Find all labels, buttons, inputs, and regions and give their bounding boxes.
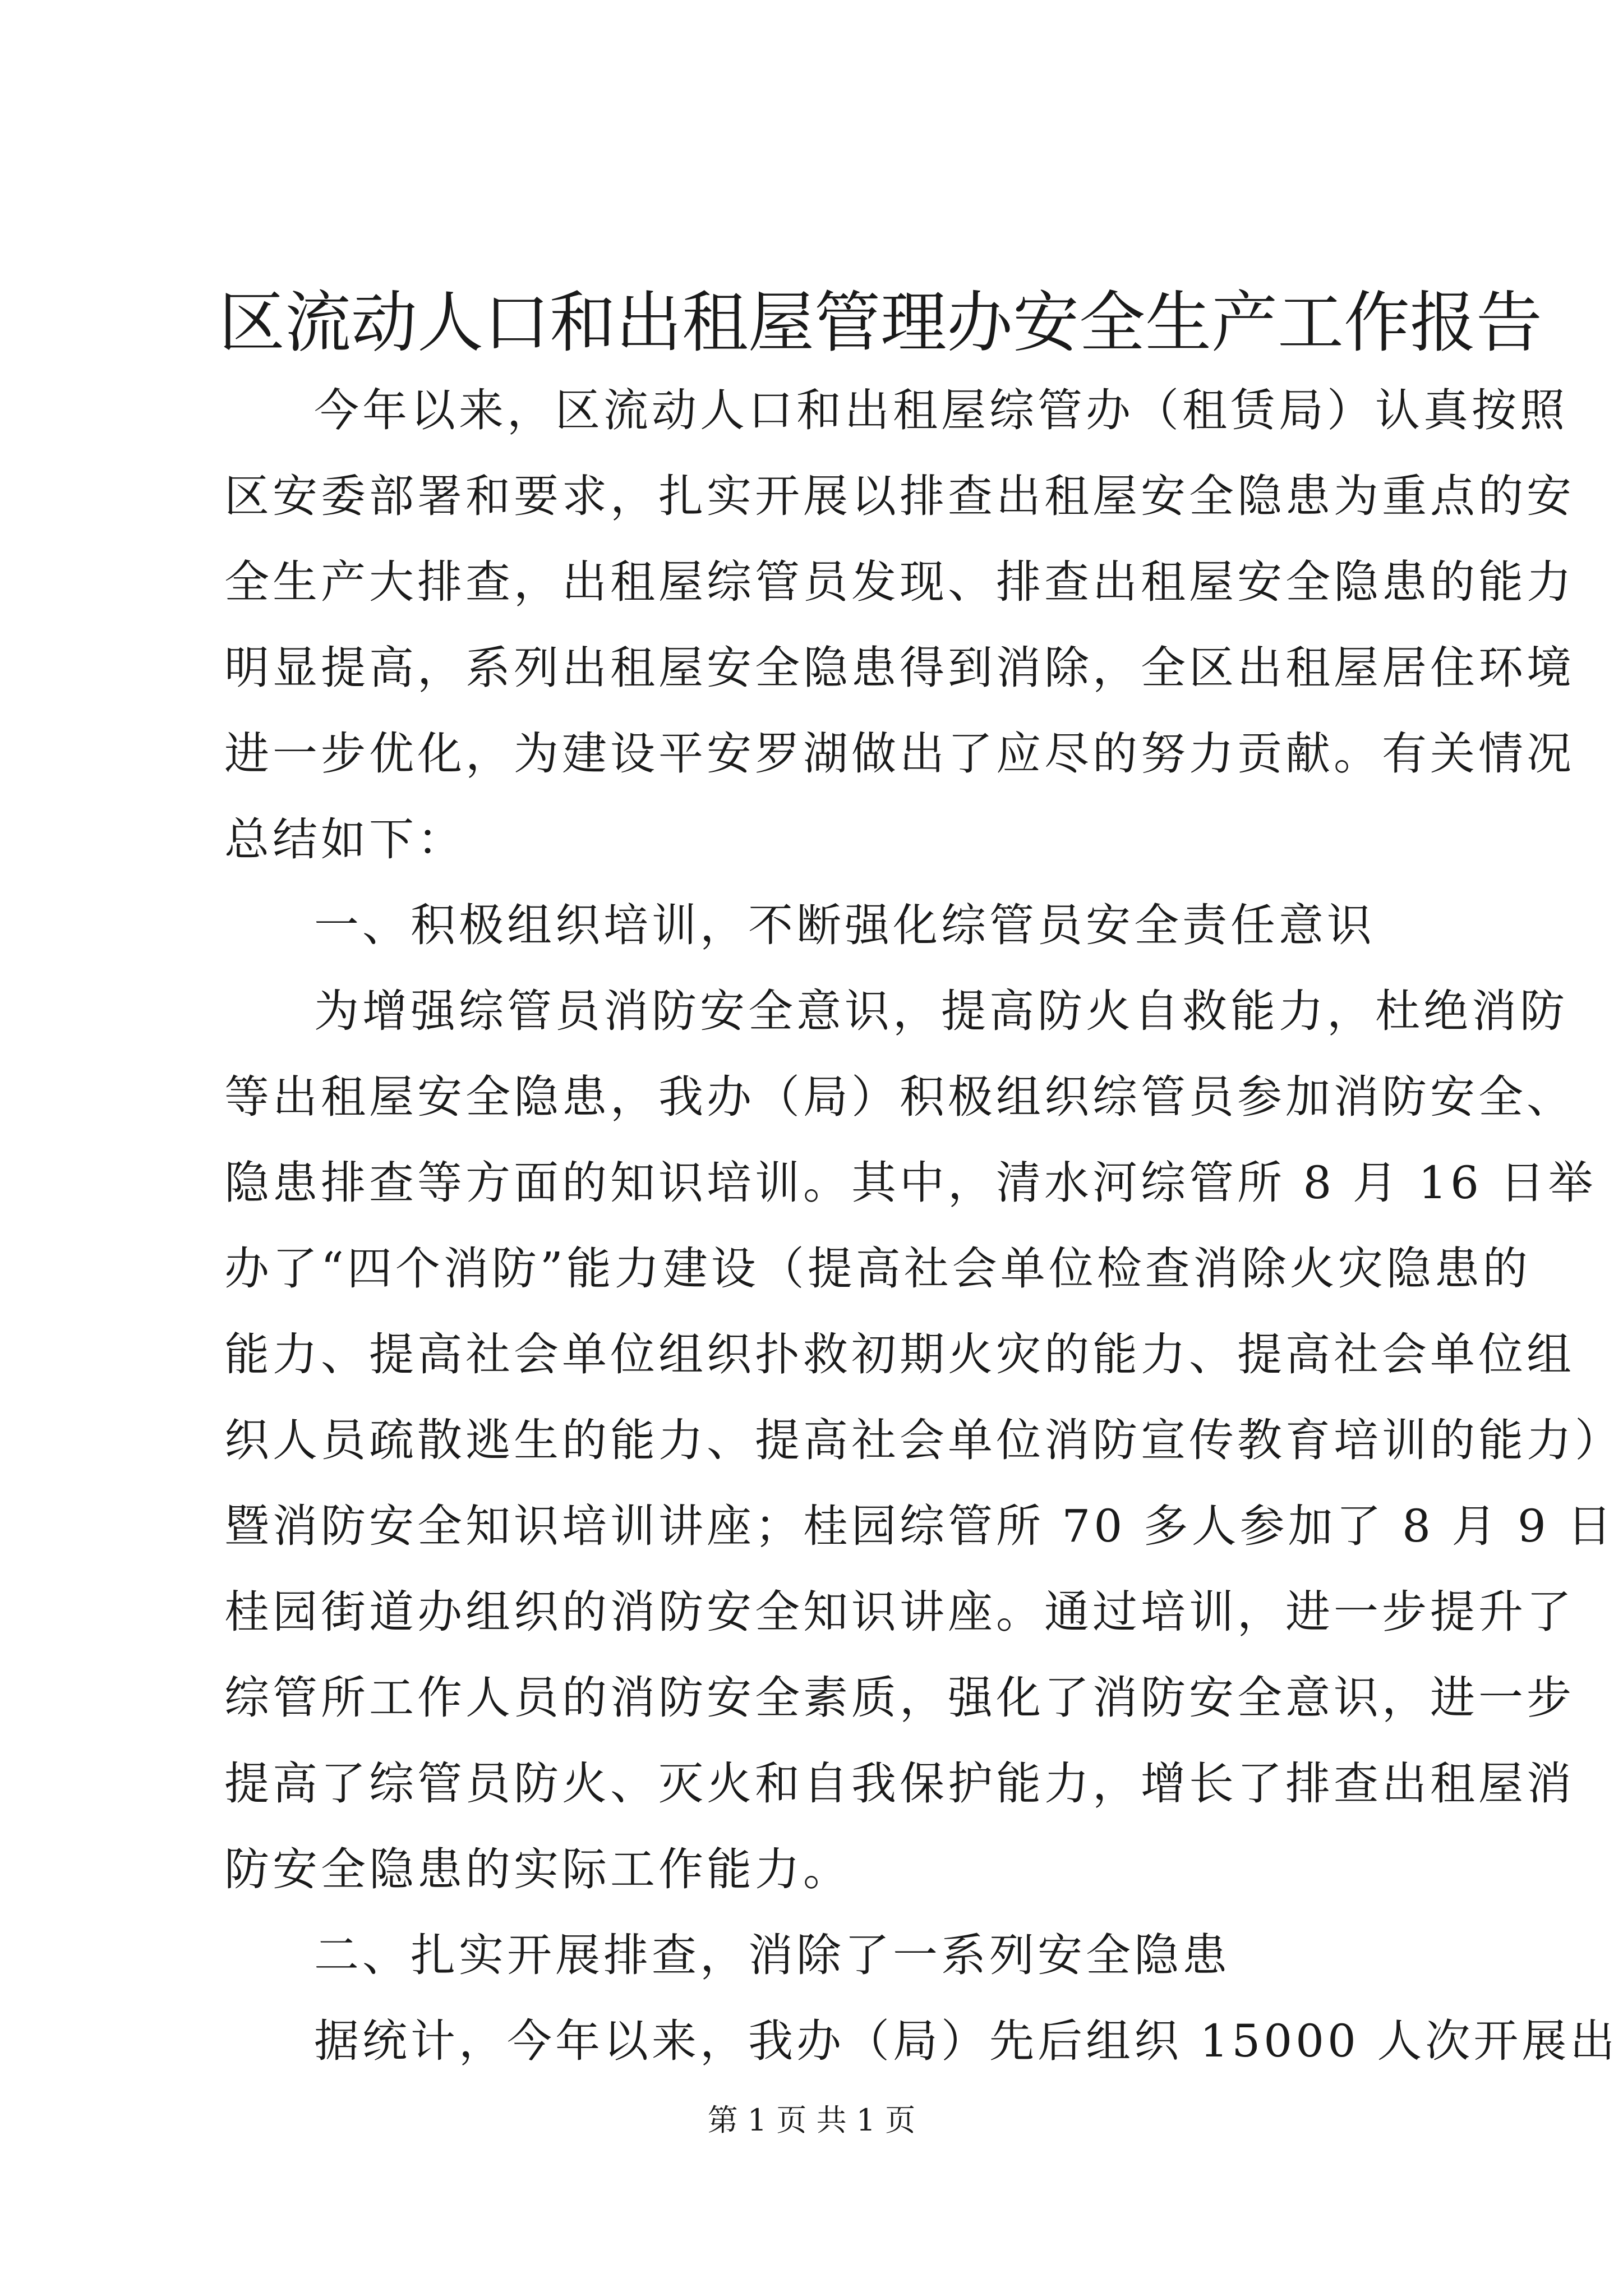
paragraph-line: 办了“四个消防”能力建设（提高社会单位检查消除火灾隐患的 [224,1243,1531,1295]
document-title: 区流动人口和出租屋管理办安全生产工作报告 [219,284,1543,361]
paragraph-line: 桂园街道办组织的消防安全知识讲座。通过培训，进一步提升了 [224,1586,1575,1638]
document-body [224,367,1623,2084]
paragraph-line: 能力、提高社会单位组织扑救初期火灾的能力、提高社会单位组 [224,1328,1575,1381]
paragraph-line: 为增强综管员消防安全意识，提高防火自救能力，杜绝消防 [314,985,1568,1037]
paragraph-line: 织人员疏散逃生的能力、提高社会单位消防宣传教育培训的能力） [224,1414,1623,1466]
paragraph-line: 据统计，今年以来，我办（局）先后组织 15000 人次开展出 [314,2015,1619,2067]
paragraph-line: 区安委部署和要求，扎实开展以排查出租屋安全隐患为重点的安 [224,470,1575,522]
section-heading: 一、积极组织培训，不断强化综管员安全责任意识 [314,899,1375,951]
paragraph-line: 隐患排查等方面的知识培训。其中，清水河综管所 8 月 16 日举 [224,1157,1597,1209]
paragraph-line: 防安全隐患的实际工作能力。 [224,1843,851,1895]
paragraph-line: 总结如下： [224,813,465,866]
paragraph-line: 明显提高，系列出租屋安全隐患得到消除，全区出租屋居住环境 [224,642,1575,694]
paragraph-line: 暨消防安全知识培训讲座；桂园综管所 70 多人参加了 8 月 9 日 [224,1500,1616,1552]
paragraph-line: 进一步优化，为建设平安罗湖做出了应尽的努力贡献。有关情况 [224,728,1575,780]
paragraph-line: 今年以来，区流动人口和出租屋综管办（租赁局）认真按照 [314,384,1568,436]
paragraph-line: 提高了综管员防火、灭火和自我保护能力，增长了排查出租屋消 [224,1757,1575,1810]
paragraph-line: 全生产大排查，出租屋综管员发现、排查出租屋安全隐患的能力 [224,556,1575,608]
page-footer: 第 1 页 共 1 页 [707,2102,916,2138]
paragraph-line: 等出租屋安全隐患，我办（局）积极组织综管员参加消防安全、 [224,1071,1575,1123]
paragraph-line: 综管所工作人员的消防安全素质，强化了消防安全意识，进一步 [224,1672,1575,1724]
section-heading: 二、扎实开展排查，消除了一系列安全隐患 [314,1929,1230,1981]
